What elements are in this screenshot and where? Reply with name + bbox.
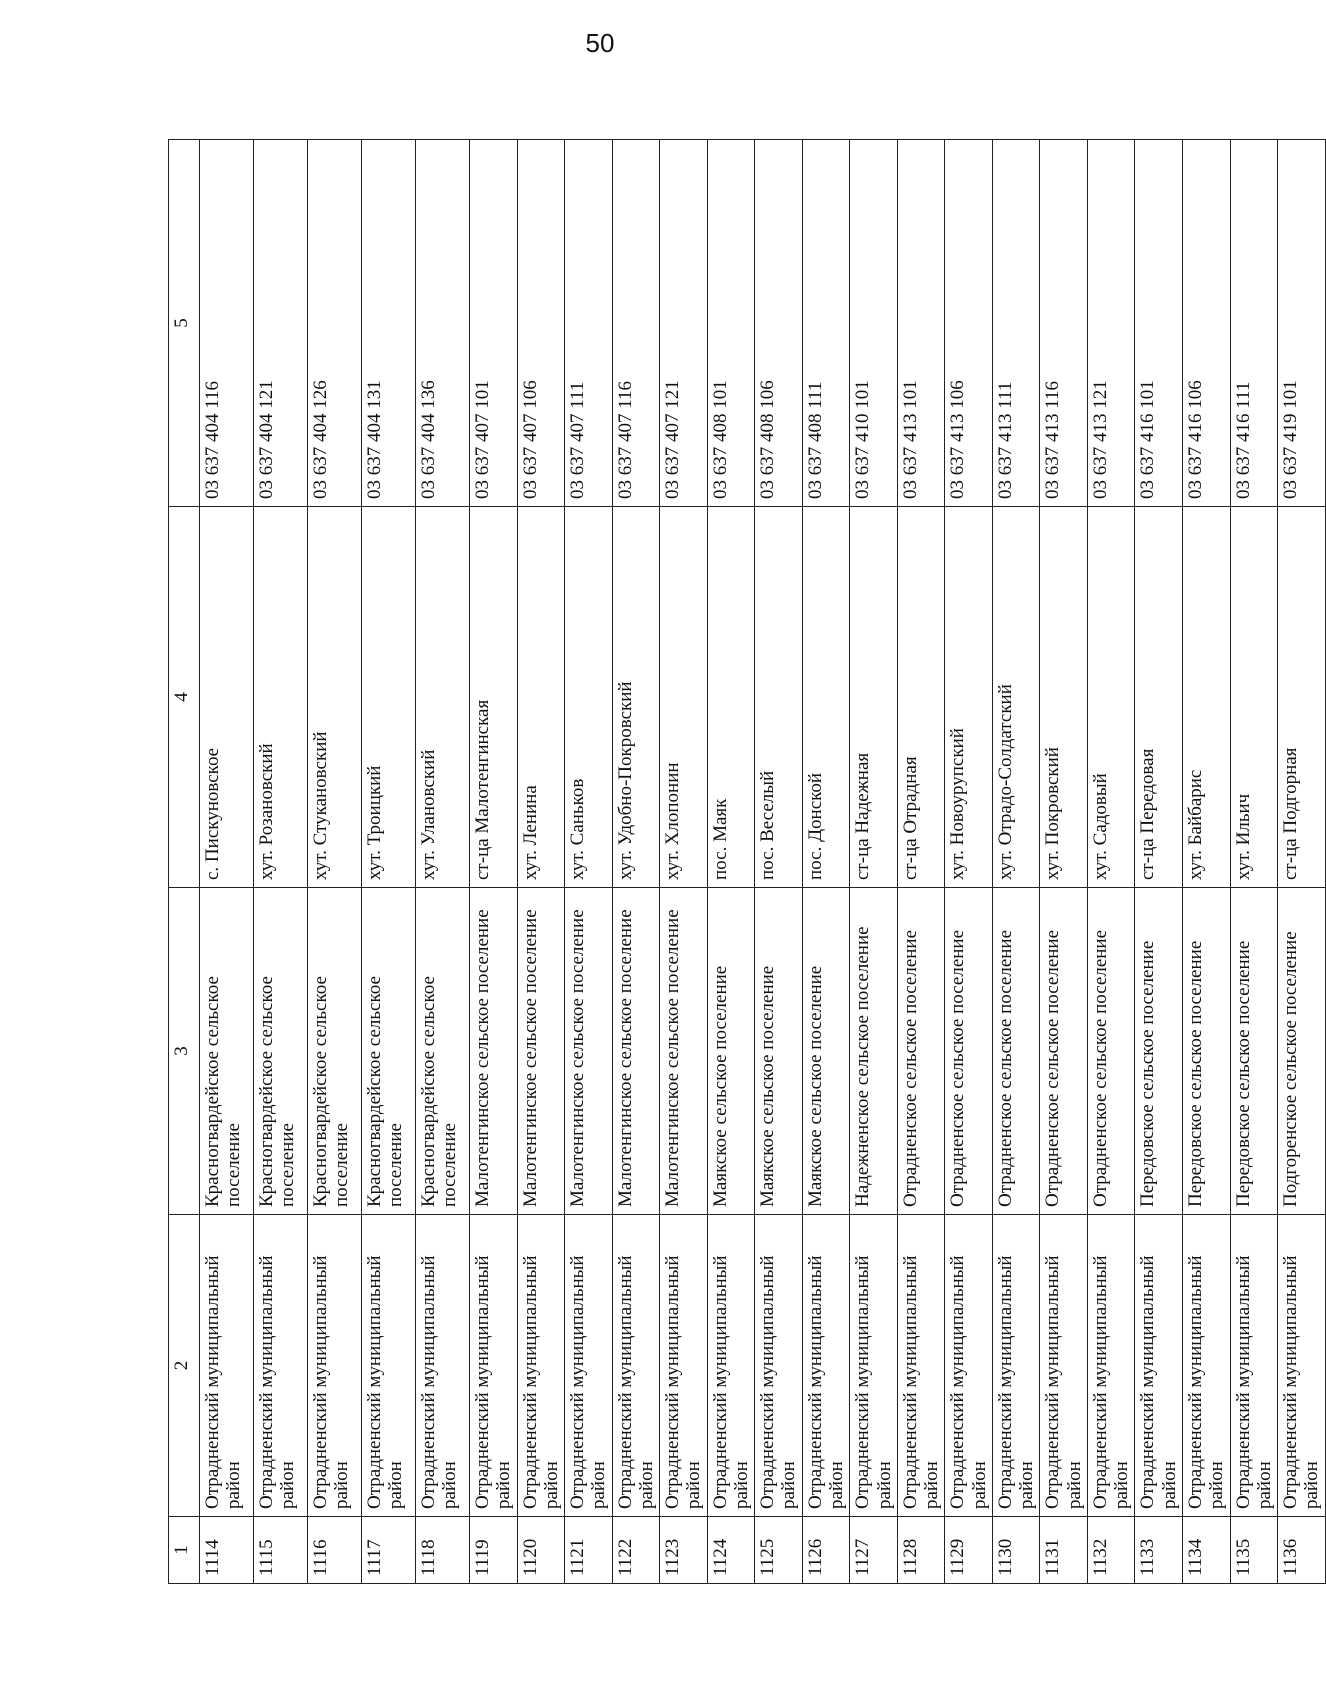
locality-cell: хут. Покровский: [1040, 507, 1088, 888]
code-cell: 03 637 407 116: [612, 140, 660, 507]
row-number-cell: 1125: [755, 1517, 803, 1584]
settlement-cell: Передовское сельское поселение: [1135, 888, 1183, 1215]
settlement-cell: Красногвардейское сельское поселение: [254, 888, 308, 1215]
code-cell: 03 637 413 111: [992, 140, 1040, 507]
table-row: [416, 140, 470, 1584]
settlement-cell: Малотенгинское сельское поселение: [517, 888, 565, 1215]
code-cell: 03 637 408 106: [755, 140, 803, 507]
locality-cell: ст-ца Малотенгинская: [470, 507, 518, 888]
settlement-cell: Подгоренское сельское поселение: [1278, 888, 1326, 1215]
locality-cell: хут. Хлопонин: [660, 507, 708, 888]
page-number: 50: [585, 28, 615, 58]
settlement-cell: Маякское сельское поселение: [802, 888, 850, 1215]
settlement-cell: Передовское сельское поселение: [1182, 888, 1230, 1215]
row-number-cell: 1131: [1040, 1517, 1088, 1584]
code-cell: 03 637 407 106: [517, 140, 565, 507]
table-row: [850, 140, 898, 1584]
code-cell: 03 637 413 121: [1087, 140, 1135, 507]
locality-cell: хут. Байбарис: [1182, 507, 1230, 888]
district-cell: Отрадненский муниципальный район: [362, 1215, 416, 1517]
table-row: [308, 140, 362, 1584]
table-row: [1278, 140, 1326, 1584]
settlement-cell: Отрадненское сельское поселение: [1087, 888, 1135, 1215]
locality-cell: хут. Удобно-Покровский: [612, 507, 660, 888]
row-number-cell: 1117: [362, 1517, 416, 1584]
district-cell: Отрадненский муниципальный район: [802, 1215, 850, 1517]
table-row: [1182, 140, 1230, 1584]
table-row: [802, 140, 850, 1584]
row-number-cell: 1124: [707, 1517, 755, 1584]
table-row: [470, 140, 518, 1584]
settlement-cell: Надежненское сельское поселение: [850, 888, 898, 1215]
settlement-cell: Отрадненское сельское поселение: [992, 888, 1040, 1215]
column-header-3: 3: [169, 888, 200, 1215]
code-cell: 03 637 404 121: [254, 140, 308, 507]
column-header-1: 1: [169, 1517, 200, 1584]
district-cell: Отрадненский муниципальный район: [945, 1215, 993, 1517]
row-number-cell: 1123: [660, 1517, 708, 1584]
settlement-cell: Передовское сельское поселение: [1230, 888, 1278, 1215]
row-number-cell: 1119: [470, 1517, 518, 1584]
district-cell: Отрадненский муниципальный район: [1182, 1215, 1230, 1517]
settlement-cell: Малотенгинское сельское поселение: [470, 888, 518, 1215]
locality-cell: хут. Троицкий: [362, 507, 416, 888]
row-number-cell: 1121: [565, 1517, 613, 1584]
table-row: [200, 140, 254, 1584]
table-row: [612, 140, 660, 1584]
settlement-cell: Красногвардейское сельское поселение: [308, 888, 362, 1215]
locality-cell: пос. Веселый: [755, 507, 803, 888]
locality-cell: хут. Новоурупский: [945, 507, 993, 888]
locality-cell: хут. Стукановский: [308, 507, 362, 888]
district-cell: Отрадненский муниципальный район: [200, 1215, 254, 1517]
code-cell: 03 637 407 121: [660, 140, 708, 507]
code-cell: 03 637 419 101: [1278, 140, 1326, 507]
code-cell: 03 637 416 101: [1135, 140, 1183, 507]
district-cell: Отрадненский муниципальный район: [992, 1215, 1040, 1517]
row-number-cell: 1114: [200, 1517, 254, 1584]
district-cell: Отрадненский муниципальный район: [1135, 1215, 1183, 1517]
code-cell: 03 637 416 111: [1230, 140, 1278, 507]
row-number-cell: 1130: [992, 1517, 1040, 1584]
table-row: [897, 140, 945, 1584]
table-frame: [168, 140, 1323, 1584]
row-number-cell: 1128: [897, 1517, 945, 1584]
table-row: [254, 140, 308, 1584]
row-number-cell: 1122: [612, 1517, 660, 1584]
table-row: [517, 140, 565, 1584]
locality-cell: ст-ца Подгорная: [1278, 507, 1326, 888]
locality-cell: с. Пискуновское: [200, 507, 254, 888]
row-number-cell: 1133: [1135, 1517, 1183, 1584]
table-row: [1135, 140, 1183, 1584]
locality-cell: хут. Ильич: [1230, 507, 1278, 888]
settlement-cell: Красногвардейское сельское поселение: [416, 888, 470, 1215]
header-row: [169, 140, 200, 1584]
row-number-cell: 1132: [1087, 1517, 1135, 1584]
row-number-cell: 1118: [416, 1517, 470, 1584]
table-row: [1087, 140, 1135, 1584]
settlement-cell: Отрадненское сельское поселение: [945, 888, 993, 1215]
table-row: [1230, 140, 1278, 1584]
locality-cell: хут. Ленина: [517, 507, 565, 888]
row-number-cell: 1134: [1182, 1517, 1230, 1584]
code-cell: 03 637 404 136: [416, 140, 470, 507]
code-cell: 03 637 404 116: [200, 140, 254, 507]
code-cell: 03 637 404 131: [362, 140, 416, 507]
district-cell: Отрадненский муниципальный район: [897, 1215, 945, 1517]
locality-cell: ст-ца Надежная: [850, 507, 898, 888]
rotated-table-container: [168, 140, 1323, 1584]
locality-cell: хут. Розановский: [254, 507, 308, 888]
table-row: [565, 140, 613, 1584]
locality-cell: пос. Маяк: [707, 507, 755, 888]
row-number-cell: 1126: [802, 1517, 850, 1584]
district-cell: Отрадненский муниципальный район: [660, 1215, 708, 1517]
row-number-cell: 1127: [850, 1517, 898, 1584]
locality-cell: хут. Отрадо-Солдатский: [992, 507, 1040, 888]
column-header-4: 4: [169, 507, 200, 888]
district-cell: Отрадненский муниципальный район: [755, 1215, 803, 1517]
district-cell: Отрадненский муниципальный район: [612, 1215, 660, 1517]
row-number-cell: 1115: [254, 1517, 308, 1584]
settlements-table: [168, 139, 1326, 1584]
district-cell: Отрадненский муниципальный район: [565, 1215, 613, 1517]
settlement-cell: Отрадненское сельское поселение: [897, 888, 945, 1215]
locality-cell: пос. Донской: [802, 507, 850, 888]
district-cell: Отрадненский муниципальный район: [1278, 1215, 1326, 1517]
table-body: [200, 140, 1326, 1584]
row-number-cell: 1129: [945, 1517, 993, 1584]
settlement-cell: Красногвардейское сельское поселение: [362, 888, 416, 1215]
district-cell: Отрадненский муниципальный район: [416, 1215, 470, 1517]
table-row: [660, 140, 708, 1584]
row-number-cell: 1120: [517, 1517, 565, 1584]
settlement-cell: Отрадненское сельское поселение: [1040, 888, 1088, 1215]
settlement-cell: Малотенгинское сельское поселение: [565, 888, 613, 1215]
code-cell: 03 637 404 126: [308, 140, 362, 507]
code-cell: 03 637 410 101: [850, 140, 898, 507]
district-cell: Отрадненский муниципальный район: [850, 1215, 898, 1517]
settlement-cell: Малотенгинское сельское поселение: [612, 888, 660, 1215]
table-row: [1040, 140, 1088, 1584]
row-number-cell: 1136: [1278, 1517, 1326, 1584]
row-number-cell: 1135: [1230, 1517, 1278, 1584]
district-cell: Отрадненский муниципальный район: [1230, 1215, 1278, 1517]
code-cell: 03 637 416 106: [1182, 140, 1230, 507]
column-header-5: 5: [169, 140, 200, 507]
district-cell: Отрадненский муниципальный район: [1087, 1215, 1135, 1517]
table-row: [945, 140, 993, 1584]
code-cell: 03 637 407 101: [470, 140, 518, 507]
locality-cell: хут. Садовый: [1087, 507, 1135, 888]
settlement-cell: Малотенгинское сельское поселение: [660, 888, 708, 1215]
column-header-2: 2: [169, 1215, 200, 1517]
code-cell: 03 637 413 101: [897, 140, 945, 507]
code-cell: 03 637 413 106: [945, 140, 993, 507]
code-cell: 03 637 407 111: [565, 140, 613, 507]
district-cell: Отрадненский муниципальный район: [707, 1215, 755, 1517]
district-cell: Отрадненский муниципальный район: [517, 1215, 565, 1517]
locality-cell: ст-ца Передовая: [1135, 507, 1183, 888]
row-number-cell: 1116: [308, 1517, 362, 1584]
settlement-cell: Красногвардейское сельское поселение: [200, 888, 254, 1215]
district-cell: Отрадненский муниципальный район: [308, 1215, 362, 1517]
settlement-cell: Маякское сельское поселение: [707, 888, 755, 1215]
table-row: [707, 140, 755, 1584]
district-cell: Отрадненский муниципальный район: [254, 1215, 308, 1517]
code-cell: 03 637 413 116: [1040, 140, 1088, 507]
table-row: [362, 140, 416, 1584]
district-cell: Отрадненский муниципальный район: [470, 1215, 518, 1517]
locality-cell: хут. Улановский: [416, 507, 470, 888]
district-cell: Отрадненский муниципальный район: [1040, 1215, 1088, 1517]
locality-cell: ст-ца Отрадная: [897, 507, 945, 888]
code-cell: 03 637 408 101: [707, 140, 755, 507]
table-row: [992, 140, 1040, 1584]
table-row: [755, 140, 803, 1584]
code-cell: 03 637 408 111: [802, 140, 850, 507]
locality-cell: хут. Саньков: [565, 507, 613, 888]
settlement-cell: Маякское сельское поселение: [755, 888, 803, 1215]
